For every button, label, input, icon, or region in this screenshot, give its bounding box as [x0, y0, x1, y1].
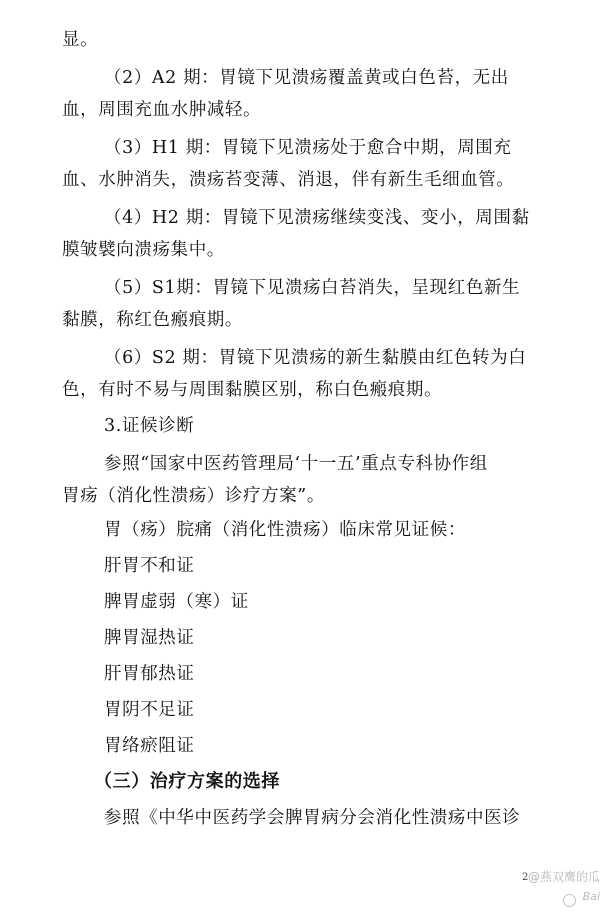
text-line: 胃疡（消化性溃疡）诊疗方案”。 [62, 486, 325, 506]
text-line: （3）H1 期：胃镜下见溃疡处于愈合中期，周围充 [104, 138, 512, 158]
syndrome-item: 脾胃湿热证 [104, 628, 195, 648]
text-line: （6）S2 期：胃镜下见溃疡的新生黏膜由红色转为白 [104, 348, 527, 368]
page-number: 2 [522, 872, 529, 883]
watermark [514, 864, 600, 916]
syndrome-item: 胃络瘀阻证 [104, 736, 195, 756]
syndrome-item: 肝胃不和证 [104, 556, 195, 576]
paw-icon [563, 894, 576, 907]
text-line: 参照《中华中医药学会脾胃病分会消化性溃疡中医诊 [104, 808, 521, 828]
text-line: 胃（疡）脘痛（消化性溃疡）临床常见证候： [104, 520, 466, 540]
section-heading: 3.证候诊断 [104, 416, 195, 436]
text-line: 血、水肿消失，溃疡苔变薄、消退，伴有新生毛细血管。 [62, 170, 515, 190]
text-line: 显。 [62, 30, 99, 50]
text-line: （5）S1期：胃镜下见溃疡白苔消失，呈现红色新生 [104, 278, 521, 298]
text-line: 血，周围充血水肿减轻。 [62, 100, 262, 120]
syndrome-item: 胃阴不足证 [104, 700, 195, 720]
text-line: （4）H2 期：胃镜下见溃疡继续变浅、变小，周围黏 [104, 208, 530, 228]
text-line: （2）A2 期：胃镜下见溃疡覆盖黄或白色苔，无出 [104, 68, 509, 88]
syndrome-item: 脾胃虚弱（寒）证 [104, 592, 249, 612]
watermark-text: @燕双鹰的瓜 [527, 870, 600, 884]
watermark-logo: Bai [582, 890, 600, 903]
text-line: 黏膜，称红色瘢痕期。 [62, 310, 243, 330]
text-line: 色，有时不易与周围黏膜区别，称白色瘢痕期。 [62, 380, 443, 400]
syndrome-item: 肝胃郁热证 [104, 664, 195, 684]
text-line: 参照“国家中医药管理局‘十一五’重点专科协作组 [104, 454, 488, 474]
section-title: （三）治疗方案的选择 [94, 771, 280, 792]
text-line: 膜皱襞向溃疡集中。 [62, 240, 225, 260]
